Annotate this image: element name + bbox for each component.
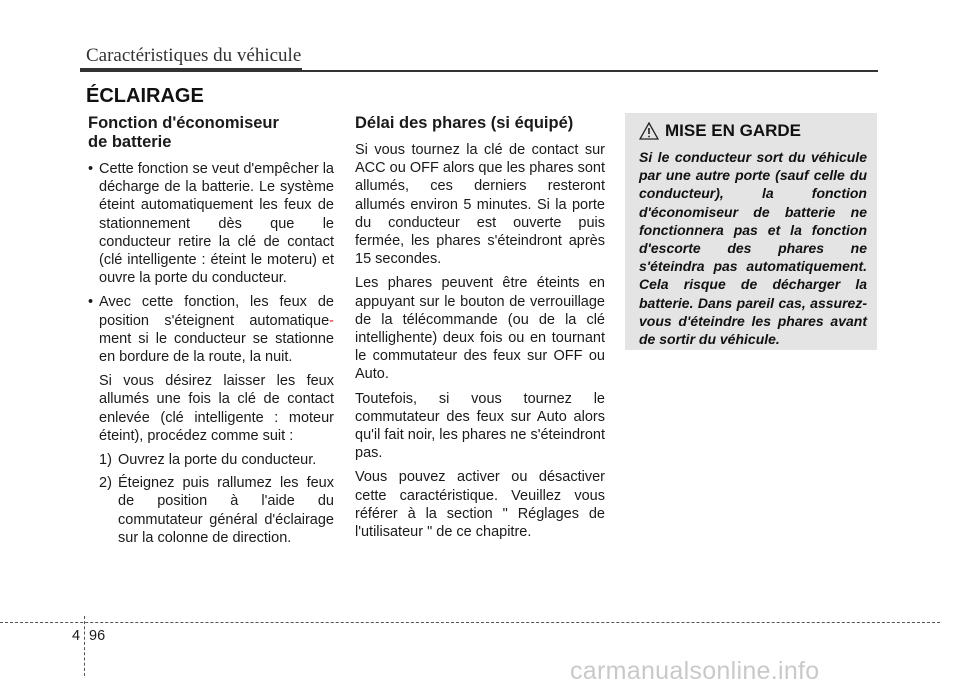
- steps-list: [88, 451, 334, 547]
- bullet: •: [88, 161, 94, 177]
- bullet-text: Avec cette fonction, les feux de position s'éteignent automatique: [99, 294, 334, 329]
- bullet: •: [88, 294, 94, 311]
- step-item: [99, 474, 334, 547]
- warning-triangle-icon: [639, 122, 659, 140]
- hyphen-mark: -: [329, 312, 334, 329]
- step-text: Ouvrez la porte du conducteur.: [118, 452, 317, 469]
- warning-header: [636, 121, 867, 141]
- step-text: Éteignez puis rallumez les feux de position à l'aide du commutateur général d'éclairage sur la colonne de direction.: [118, 475, 334, 546]
- warning-title: MISE EN GARDE: [665, 121, 802, 140]
- step-item: [99, 451, 334, 469]
- headlight-delay-heading: Délai des phares (si équipé): [355, 114, 574, 132]
- footer-rule: [0, 622, 940, 623]
- middle-column: [355, 114, 605, 547]
- warning-box: [625, 113, 877, 350]
- left-column: [88, 114, 334, 552]
- page-number: 96: [89, 628, 106, 644]
- step-number: 2): [99, 475, 112, 492]
- footer-divider: [84, 616, 85, 676]
- paragraph: Si vous désirez laisser les feux allumés une fois la clé de contact enlevée (clé intelligente : moteur éteint), procédez comme suit :: [99, 373, 334, 444]
- battery-saver-heading-line1: Fonction d'économiseur: [88, 114, 279, 132]
- battery-saver-heading: [88, 114, 334, 152]
- bullet-text-cont: ment si le conducteur se stationne en bordure de la route, la nuit.: [99, 330, 334, 366]
- list-item: [88, 293, 334, 366]
- section-title: ÉCLAIRAGE: [86, 85, 204, 107]
- bullet-text: Cette fonction se veut d'empêcher la décharge de la batterie. Le système éteint automatiquement les feux de stationnement dès que le conducteur retire la clé de contact (clé intelligente : éteint le moteru) et ouvre la porte du conducteur.: [99, 161, 334, 287]
- battery-saver-list: [88, 160, 334, 366]
- paragraph: Vous pouvez activer ou désactiver cette caractéristique. Veuillez vous référer à la section " Réglages de l'utilisateur " de ce chapitre.: [355, 469, 605, 541]
- warning-body: Si le conducteur sort du véhicule par une autre porte (sauf celle du conducteur), la fonction d'économiseur de batterie ne fonctionnera pas et la fonction d'escorte des phares ne s'éteindra pas automatiquement. Cela risque de décharger la batterie. Dans pareil cas, assurez-vous d'éteindre les phares avant de sortir du véhicule.: [639, 149, 867, 348]
- header-title: Caractéristiques du véhicule: [86, 45, 302, 66]
- watermark: carmanualsonline.info: [570, 657, 820, 685]
- list-item: [88, 160, 334, 287]
- step-number: 1): [99, 452, 112, 469]
- chapter-number: 4: [72, 628, 81, 644]
- header-rule: [80, 70, 878, 72]
- battery-saver-heading-line2: de batterie: [88, 133, 172, 151]
- paragraph: Les phares peuvent être éteints en appuyant sur le bouton de verrouillage de la télécommande (ou de la clé intellighente) deux fois ou en tournant le commutateur des feux sur OFF ou Auto.: [355, 275, 605, 383]
- paragraph: Toutefois, si vous tournez le commutateur des feux sur Auto alors qu'il fait noir, les phares ne s'éteindront pas.: [355, 390, 605, 462]
- paragraph: Si vous tournez la clé de contact sur ACC ou OFF alors que les phares sont allumés, ces derniers resteront allumés environ 5 minutes. Si la porte du conducteur est ouverte puis fermée, les phares s'éteindront après 15 secondes.: [355, 142, 605, 268]
